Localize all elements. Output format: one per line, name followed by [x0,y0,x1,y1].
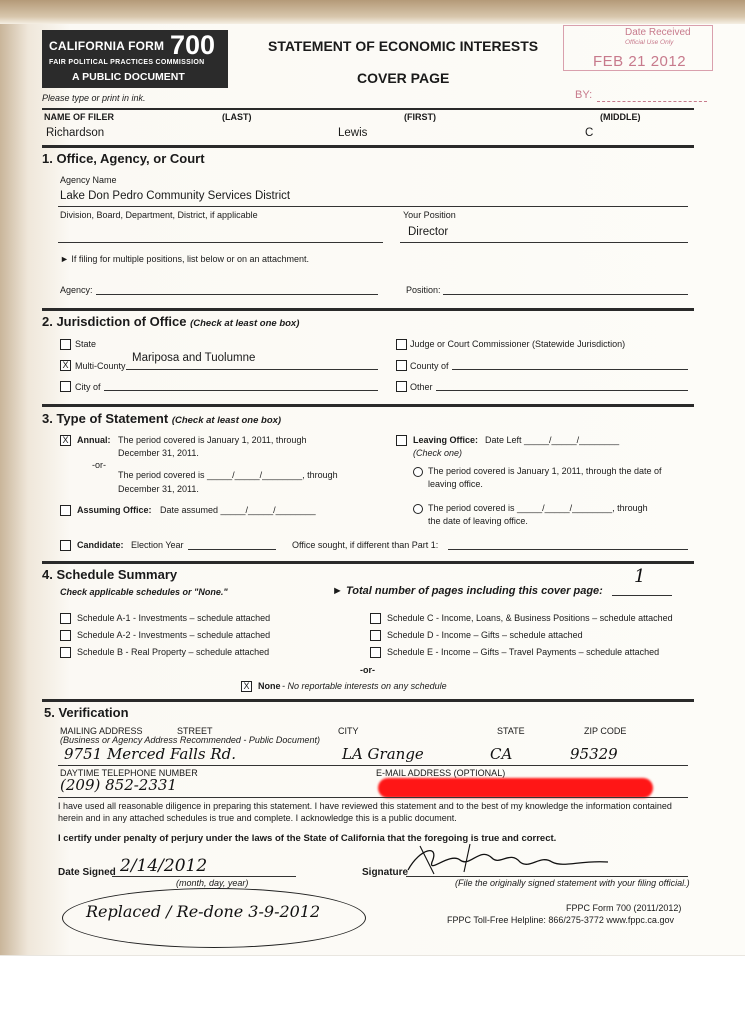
county-label: County of [410,361,449,371]
office-sought-label: Office sought, if different than Part 1: [292,540,439,550]
phone-line [58,797,688,798]
date-format-note: (month, day, year) [176,878,249,888]
leaving-option-1-radio[interactable] [413,467,423,477]
schedule-a1-checkbox[interactable] [60,613,71,624]
other-line [436,390,688,391]
section-rule [42,699,694,702]
email-label: E-MAIL ADDRESS (OPTIONAL) [376,768,506,778]
section-2-heading [42,314,299,329]
first-name-label: (FIRST) [404,112,436,122]
leaving-office-date: Date Left _____/_____/________ [485,435,620,445]
schedule-b-label: Schedule B - Real Property – schedule attached [77,647,270,657]
leaving-option-2-text-b: the date of leaving office. [428,516,528,526]
section-3-title: 3. Type of Statement [42,411,169,426]
office-sought-line [448,549,688,550]
judge-checkbox[interactable] [396,339,407,350]
annual-text-2: December 31, 2011. [118,448,199,458]
street-label: STREET [177,726,213,736]
filer-middle-initial: C [585,127,594,139]
leaving-option-2-radio[interactable] [413,504,423,514]
stamp-sublabel: Official Use Only [625,39,674,46]
filer-last-name: Richardson [46,127,105,139]
annual-or: -or- [92,460,106,470]
check-one-note: (Check one) [413,448,463,458]
agency-name-line [58,206,688,207]
certify-statement: I certify under penalty of perjury under the laws of the State of California that the foregoing is true and correct. [58,833,557,844]
stamp-by-line [597,101,707,102]
section-2-title: 2. Jurisdiction of Office [42,314,187,329]
assuming-office-label: Assuming Office: [77,505,152,515]
judge-label: Judge or Court Commissioner (Statewide Jurisdiction) [410,339,626,349]
other-label: Other [410,382,433,392]
leaving-office-checkbox[interactable] [396,435,407,446]
instructions: Please type or print in ink. [42,93,146,103]
section-rule [42,308,694,311]
schedule-c-label: Schedule C - Income, Loans, & Business Positions – schedule attached [387,613,673,623]
leaving-office-label: Leaving Office: [413,435,479,445]
division-line [58,242,383,243]
rule [42,108,694,110]
state-label: State [75,339,97,349]
commission-name: FAIR POLITICAL PRACTICES COMMISSION [49,59,205,66]
section-5-heading: 5. Verification [44,705,129,720]
mailing-address-label: MAILING ADDRESS [60,726,143,736]
election-year-label: Election Year [131,540,184,550]
middle-name-label: (MIDDLE) [600,112,641,122]
zip-value: 95329 [570,745,618,763]
form-subtitle: COVER PAGE [357,70,450,86]
schedule-a1-label: Schedule A-1 - Investments – schedule attached [77,613,271,623]
section-rule [42,145,694,148]
schedule-c-checkbox[interactable] [370,613,381,624]
annual-alt-text-1: The period covered is _____/_____/________, through [118,470,338,480]
scan-margin-bottom [0,955,745,1024]
last-name-label: (LAST) [222,112,252,122]
multi-county-value: Mariposa and Tuolumne [132,352,256,364]
section-4-instruction: Check applicable schedules or "None." [60,587,228,597]
date-signed-value: 2/14/2012 [120,856,208,876]
phone-label: DAYTIME TELEPHONE NUMBER [60,768,198,778]
assuming-office-date: Date assumed _____/_____/________ [160,505,316,515]
schedule-a2-checkbox[interactable] [60,630,71,641]
stamp-label: Date Received [625,27,691,38]
stamp-date: FEB 21 2012 [593,53,687,70]
multiple-positions-note: ► If filing for multiple positions, list below or on an attachment. [60,254,310,264]
schedule-e-label: Schedule E - Income – Gifts – Travel Payments – schedule attached [387,647,660,657]
section-rule [42,404,694,407]
other-checkbox[interactable] [396,381,407,392]
form-name: CALIFORNIA FORM [49,39,165,53]
form-number: 700 [170,30,216,60]
signature-line [406,876,688,877]
city-label: City of [75,382,101,392]
diligence-statement: I have used all reasonable diligence in preparing this statement. I have reviewed this statement and to the best of my knowledge the information contained herein and in any attached schedules is true and complete. I acknowledge this is a public document. [58,801,672,823]
state-value: CA [490,745,513,763]
none-checkbox[interactable]: X [241,681,252,692]
agency-name-value: Lake Don Pedro Community Services District [60,190,291,202]
annual-checkbox[interactable]: X [60,435,71,446]
candidate-label: Candidate: [77,540,124,550]
scan-edge-top [0,0,745,24]
agency-name-label: Agency Name [60,175,117,185]
none-label: None [258,681,281,691]
agency-label: Agency: [60,285,93,295]
schedule-b-checkbox[interactable] [60,647,71,658]
position-line [400,242,688,243]
annual-text-1: The period covered is January 1, 2011, through [118,435,307,445]
none-text: - No reportable interests on any schedule [282,681,447,691]
state-address-label: STATE [497,726,525,736]
signature-note: (File the originally signed statement with your filing official.) [455,878,690,888]
city-checkbox[interactable] [60,381,71,392]
schedule-d-checkbox[interactable] [370,630,381,641]
position-label: Position: [406,285,441,295]
annual-alt-text-2: December 31, 2011. [118,484,199,494]
annual-label: Annual: [77,435,111,445]
your-position-label: Your Position [403,210,456,220]
multi-county-label: Multi-County [75,361,126,371]
section-3-heading [42,411,281,426]
mailing-address-note: (Business or Agency Address Recommended - Public Document) [60,735,320,745]
county-checkbox[interactable] [396,360,407,371]
county-line [452,369,688,370]
name-of-filer-label: NAME OF FILER [44,112,114,122]
multi-county-line [126,369,378,370]
section-2-instruction: (Check at least one box) [190,318,300,329]
leaving-option-1-text-b: leaving office. [428,479,483,489]
position2-line [443,294,688,295]
schedule-or: -or- [360,665,375,675]
city-address-label: CITY [338,726,359,736]
city-line [104,390,378,391]
total-pages-value: 1 [634,566,646,587]
form-id-box [42,30,228,88]
section-4-heading: 4. Schedule Summary [42,567,178,582]
phone-value: (209) 852-2331 [60,776,177,794]
multi-county-checkbox[interactable]: X [60,360,71,371]
stamp-by-label: BY: [575,89,593,101]
form-title: STATEMENT OF ECONOMIC INTERESTS [268,38,539,54]
schedule-e-checkbox[interactable] [370,647,381,658]
zip-label: ZIP CODE [584,726,627,736]
section-3-instruction: (Check at least one box) [171,415,282,426]
section-rule [42,561,694,564]
handwritten-signature [400,840,620,880]
signature-label: Signature [362,867,409,878]
address-line [58,765,688,766]
state-checkbox[interactable] [60,339,71,350]
replaced-note: Replaced / Re-done 3-9-2012 [86,902,321,921]
division-label: Division, Board, Department, District, if applicable [60,210,258,220]
schedule-a2-label: Schedule A-2 - Investments – schedule attached [77,630,271,640]
total-pages-line [612,595,672,596]
email-redaction [378,778,653,798]
election-year-line [188,549,276,550]
city-value: LA Grange [342,745,424,763]
assuming-office-checkbox[interactable] [60,505,71,516]
footer-helpline: FPPC Toll-Free Helpline: 866/275-3772 www.fppc.ca.gov [447,915,674,925]
leaving-option-2-text-a: The period covered is _____/_____/________, through [428,503,648,513]
date-signed-label: Date Signed [58,867,116,878]
leaving-option-1-text-a: The period covered is January 1, 2011, through the date of [428,466,662,476]
public-document-label: A PUBLIC DOCUMENT [72,71,185,83]
date-signed-line [112,876,296,877]
date-received-stamp [563,25,713,101]
your-position-value: Director [408,226,449,238]
schedule-d-label: Schedule D - Income – Gifts – schedule attached [387,630,583,640]
agency-line [96,294,378,295]
total-pages-label: ► Total number of pages including this cover page: [332,585,603,597]
candidate-checkbox[interactable] [60,540,71,551]
section-1-heading: 1. Office, Agency, or Court [42,151,205,166]
street-value: 9751 Merced Falls Rd. [64,745,237,763]
filer-first-name: Lewis [338,127,368,139]
footer-form-id: FPPC Form 700 (2011/2012) [566,903,682,913]
